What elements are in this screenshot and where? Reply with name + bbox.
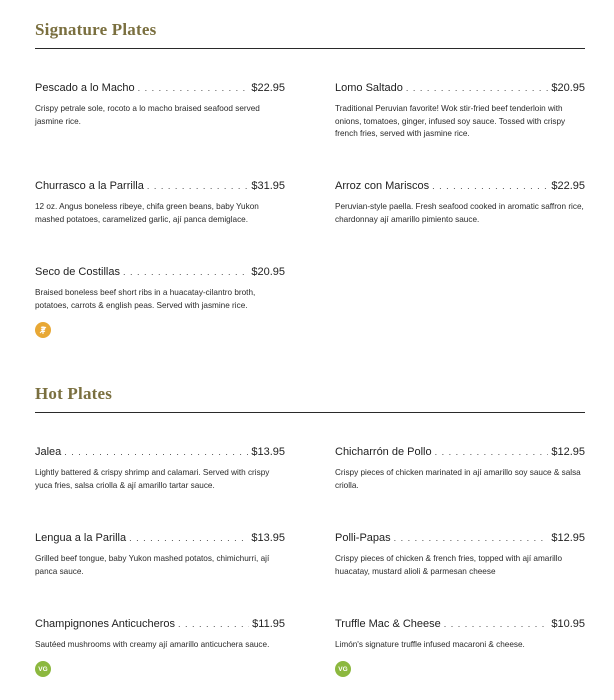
item-price: $10.95 <box>551 618 585 630</box>
leader-dots <box>178 619 249 629</box>
item-name: Arroz con Mariscos <box>335 180 430 192</box>
menu-item <box>335 446 585 492</box>
item-name: Churrasco a la Parrilla <box>35 180 144 192</box>
item-name: Polli-Papas <box>335 532 391 544</box>
leader-dots <box>147 181 249 191</box>
menu-item <box>335 180 585 226</box>
item-description: Lightly battered & crispy shrimp and calamari. Served with crispy yuca fries, salsa criolla & ají amarillo tartar sauce. <box>35 468 270 490</box>
leader-dots <box>64 447 248 457</box>
item-price: $13.95 <box>251 446 285 458</box>
menu-item <box>335 532 585 578</box>
item-name: Pescado a lo Macho <box>35 82 135 94</box>
leader-dots <box>394 533 549 543</box>
item-name: Chicharrón de Pollo <box>335 446 432 458</box>
item-price: $20.95 <box>251 266 285 278</box>
leader-dots <box>129 533 248 543</box>
item-price: $20.95 <box>551 82 585 94</box>
item-description: 12 oz. Angus boneless ribeye, chifa green beans, baby Yukon mashed potatoes, caramelized garlic, ají panca demiglace. <box>35 202 259 224</box>
item-description: Sautéed mushrooms with creamy ají amarillo anticuchera sauce. <box>35 640 270 649</box>
menu-item <box>35 618 285 652</box>
item-description: Crispy pieces of chicken & french fries, topped with ají amarillo huacatay, mustard alioli & parmesan cheese <box>335 554 563 576</box>
item-name: Seco de Costillas <box>35 266 120 278</box>
item-description: Crispy petrale sole, rocoto a lo macho braised seafood served jasmine rice. <box>35 104 260 126</box>
item-name: Lengua a la Parilla <box>35 532 127 544</box>
menu-item <box>35 266 285 312</box>
vegetarian-badge: VG <box>335 661 351 677</box>
menu-item <box>35 82 285 128</box>
item-description: Crispy pieces of chicken marinated in ají amarillo soy sauce & salsa criolla. <box>335 468 581 490</box>
item-description: Peruvian-style paella. Fresh seafood cooked in aromatic saffron rice, chardonnay ají amarillo pimiento sauce. <box>335 202 584 224</box>
item-name: Truffle Mac & Cheese <box>335 618 441 630</box>
item-description: Traditional Peruvian favorite! Wok stir-fried beef tenderloin with onions, tomatoes, ginger, infused soy sauce. Tossed with crispy french fries, served with jasmine rice. <box>335 104 566 138</box>
leader-dots <box>435 447 549 457</box>
section-title: Signature Plates <box>35 20 157 39</box>
section-divider <box>35 412 585 413</box>
item-description: Braised boneless beef short ribs in a huacatay-cilantro broth, potatoes, carrots & english peas. Served with jasmine rice. <box>35 288 256 310</box>
vegetarian-badge: VG <box>35 661 51 677</box>
leader-dots <box>123 267 248 277</box>
item-price: $31.95 <box>251 180 285 192</box>
item-price: $12.95 <box>551 446 585 458</box>
item-price: $11.95 <box>252 618 285 630</box>
menu-item <box>335 618 585 652</box>
item-name: Lomo Saltado <box>335 82 403 94</box>
item-price: $12.95 <box>551 532 585 544</box>
item-description: Limón's signature truffle infused macaroni & cheese. <box>335 640 525 649</box>
menu-item <box>35 180 285 226</box>
item-name: Champignones Anticucheros <box>35 618 176 630</box>
menu-item <box>35 446 285 492</box>
section-divider <box>35 48 585 49</box>
section-hot-plates <box>35 384 585 413</box>
item-name: Jalea <box>35 446 62 458</box>
leader-dots <box>444 619 549 629</box>
section-title: Hot Plates <box>35 384 113 403</box>
leader-dots <box>138 83 249 93</box>
leader-dots <box>406 83 548 93</box>
menu-item <box>35 532 285 578</box>
leader-dots <box>432 181 548 191</box>
menu-item <box>335 82 585 141</box>
item-price: $22.95 <box>251 82 285 94</box>
item-price: $13.95 <box>251 532 285 544</box>
item-price: $22.95 <box>551 180 585 192</box>
section-signature-plates <box>35 20 585 49</box>
gluten-free-icon <box>35 322 51 338</box>
item-description: Grilled beef tongue, baby Yukon mashed potatos, chimichurri, ají panca sauce. <box>35 554 270 576</box>
